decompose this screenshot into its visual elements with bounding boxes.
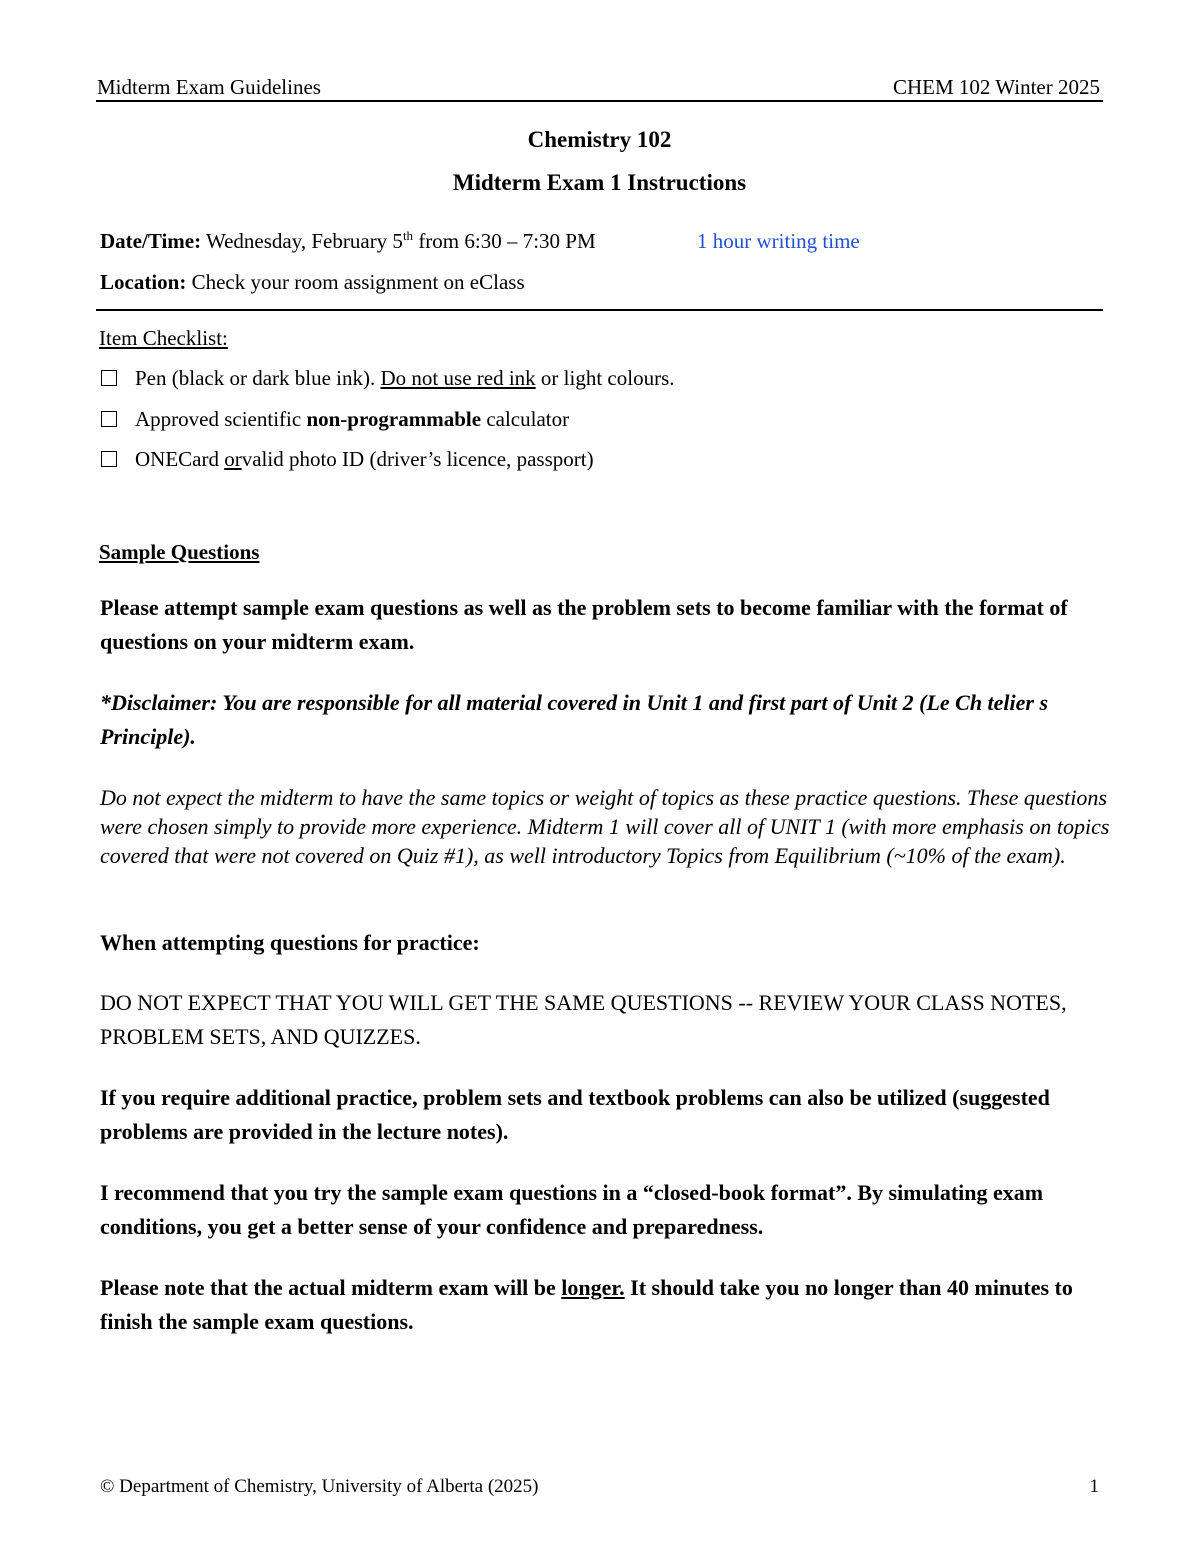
checkbox-icon[interactable] xyxy=(101,451,117,467)
recommendation: I recommend that you try the sample exam questions in a “closed-book format”. By simulating exam conditions, you get a better sense of your confidence and preparedness. xyxy=(100,1180,1044,1239)
header-right: CHEM 102 Winter 2025 xyxy=(892,75,1100,99)
writing-time: 1 hour writing time xyxy=(697,229,860,253)
location-value: Check your room assignment on eClass xyxy=(191,270,525,294)
page-title: Chemistry 102 xyxy=(527,127,672,152)
date-label: Date/Time: xyxy=(100,229,202,253)
date-rest: from 6:30 – 7:30 PM xyxy=(418,229,596,253)
page-subtitle: Midterm Exam 1 Instructions xyxy=(452,170,747,195)
page-number: 1 xyxy=(1089,1476,1099,1497)
footer-copyright: © Department of Chemistry, University of Alberta (2025) xyxy=(100,1476,539,1497)
checklist-item: Approved scientific non-programmable calculator xyxy=(101,407,569,432)
checklist-item: ONECard orvalid photo ID (driver’s licence, passport) xyxy=(101,447,594,472)
caps-warning: DO NOT EXPECT THAT YOU WILL GET THE SAME QUESTIONS -- REVIEW YOUR CLASS NOTES, PROBLEM SETS, AND QUIZZES. xyxy=(100,990,1067,1049)
header-rule xyxy=(96,100,1103,102)
date-time-line xyxy=(100,229,596,254)
disclaimer: *Disclaimer: You are responsible for all material covered in Unit 1 and first part of Unit 2 (Le Ch telier s Principle). xyxy=(100,690,1049,749)
checklist-heading: Item Checklist: xyxy=(99,326,228,350)
additional-practice: If you require additional practice, problem sets and textbook problems can also be utilized (suggested problems are provided in the lecture notes). xyxy=(100,1085,1050,1144)
checkbox-icon[interactable] xyxy=(101,411,117,427)
sample-intro: Please attempt sample exam questions as well as the problem sets to become familiar with the format of questions on your midterm exam. xyxy=(100,595,1068,654)
header-left: Midterm Exam Guidelines xyxy=(97,75,321,99)
sample-heading: Sample Questions xyxy=(99,540,260,564)
practice-note: Do not expect the midterm to have the same topics or weight of topics as these practice questions. These questions were chosen simply to provide more experience. Midterm 1 will cover all of UNIT 1 (with more emphasis on topics covered that were not covered on Quiz #1), as well introductory Topics from Equilibrium (~10% of the exam). xyxy=(100,785,1110,868)
location-label: Location: xyxy=(100,270,187,294)
info-rule xyxy=(96,309,1103,311)
length-note: Please note that the actual midterm exam will be longer. It should take you no longer than 40 minutes to finish the sample exam questions. xyxy=(100,1275,1073,1334)
checkbox-icon[interactable] xyxy=(101,370,117,386)
location-line xyxy=(100,270,525,295)
date-value: Wednesday, February 5 xyxy=(205,229,403,253)
when-attempting: When attempting questions for practice: xyxy=(100,930,480,955)
date-suffix: th xyxy=(402,228,414,243)
checklist-item: Pen (black or dark blue ink). Do not use red ink or light colours. xyxy=(101,366,675,391)
